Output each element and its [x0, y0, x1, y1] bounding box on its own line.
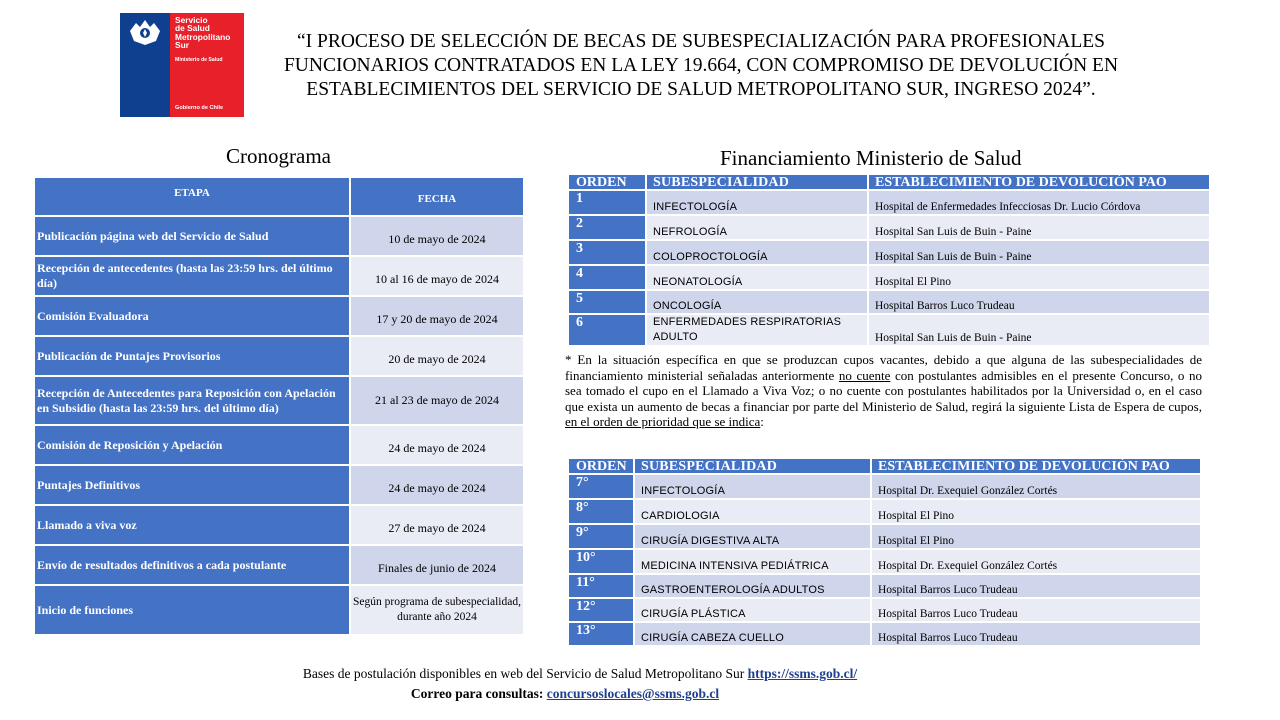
fecha-cell: 10 al 16 de mayo de 2024 — [350, 256, 524, 296]
title-line: “I PROCESO DE SELECCIÓN DE BECAS DE SUBESPECIALIZACIÓN PARA PROFESIONALES — [296, 31, 1106, 52]
orden-cell: 2 — [568, 215, 646, 240]
establecimiento-cell: Hospital Barros Luco Trudeau — [871, 622, 1201, 646]
table-header-row — [568, 458, 1201, 474]
logo-red-panel — [170, 13, 244, 117]
fecha-cell: 17 y 20 de mayo de 2024 — [350, 296, 524, 336]
establecimiento-cell: Hospital Dr. Exequiel González Cortés — [871, 549, 1201, 574]
orden-cell: 8° — [568, 499, 634, 524]
etapa-cell: Inicio de funciones — [34, 585, 350, 635]
fecha-cell: 24 de mayo de 2024 — [350, 465, 524, 505]
establecimiento-cell: Hospital Dr. Exequiel González Cortés — [871, 474, 1201, 499]
etapa-cell: Comisión de Reposición y Apelación — [34, 425, 350, 465]
table-row — [34, 336, 524, 376]
etapa-cell: Llamado a viva voz — [34, 505, 350, 545]
table-row — [568, 499, 1201, 524]
orden-cell: 4 — [568, 265, 646, 290]
fecha-cell: 20 de mayo de 2024 — [350, 336, 524, 376]
subespecialidad-header: SUBESPECIALIDAD — [634, 458, 871, 474]
subespecialidad-cell: INFECTOLOGÍA — [634, 474, 871, 499]
fecha-cell: 21 al 23 de mayo de 2024 — [350, 376, 524, 425]
waitlist-note — [565, 352, 1202, 430]
bases-link[interactable]: https://ssms.gob.cl/ — [747, 666, 858, 681]
orden-cell: 3 — [568, 240, 646, 265]
bases-text: Bases de postulación disponibles en web del Servicio de Salud Metropolitano Sur — [302, 666, 748, 681]
title-line: ESTABLECIMIENTOS DEL SERVICIO DE SALUD METROPOLITANO SUR, INGRESO 2024”. — [306, 79, 1096, 100]
etapa-cell: Envío de resultados definitivos a cada postulante — [34, 545, 350, 585]
note-underline: en el orden de prioridad que se indica — [565, 414, 761, 430]
subespecialidad-cell: CARDIOLOGIA — [634, 499, 871, 524]
orden-cell: 10° — [568, 549, 634, 574]
table-row — [34, 296, 524, 336]
waitlist-table — [568, 458, 1201, 646]
table-row — [34, 216, 524, 256]
footer-line-correo — [0, 684, 1160, 704]
establecimiento-cell: Hospital El Pino — [871, 524, 1201, 549]
establecimiento-header: ESTABLECIMIENTO DE DEVOLUCIÓN PAO — [868, 174, 1210, 190]
table-row — [568, 598, 1201, 622]
table-row — [34, 256, 524, 296]
establecimiento-cell: Hospital El Pino — [868, 265, 1210, 290]
orden-cell: 9° — [568, 524, 634, 549]
orden-cell: 1 — [568, 190, 646, 215]
orden-cell: 7° — [568, 474, 634, 499]
financiamiento-heading: Financiamiento Ministerio de Salud — [720, 146, 1022, 170]
establecimiento-cell: Hospital de Enfermedades Infecciosas Dr. Lucio Córdova — [868, 190, 1210, 215]
orden-cell: 13° — [568, 622, 634, 646]
table-row — [34, 505, 524, 545]
establecimiento-cell: Hospital San Luis de Buin - Paine — [868, 240, 1210, 265]
coat-of-arms-icon — [126, 17, 164, 47]
table-row — [34, 545, 524, 585]
establecimiento-cell: Hospital San Luis de Buin - Paine — [868, 314, 1210, 346]
financiamiento-table — [568, 174, 1210, 346]
establecimiento-cell: Hospital Barros Luco Trudeau — [868, 290, 1210, 314]
subespecialidad-cell: ENFERMEDADES RESPIRATORIAS ADULTO — [646, 314, 868, 346]
etapa-cell: Recepción de antecedentes (hasta las 23:59 hrs. del último día) — [34, 256, 350, 296]
etapa-cell: Puntajes Definitivos — [34, 465, 350, 505]
fecha-cell: Según programa de subespecialidad, durante año 2024 — [350, 585, 524, 635]
footer-line-bases — [0, 664, 1160, 684]
subespecialidad-cell: NEONATOLOGÍA — [646, 265, 868, 290]
table-row — [568, 622, 1201, 646]
logo-org-name: Servicio de Salud Metropolitano Sur — [175, 15, 231, 51]
table-row — [34, 425, 524, 465]
cronograma-table — [34, 177, 524, 635]
note-text: * En la situación específica en que se produzcan cupos vacantes, debido a que alguna de las subespecialidades de financiamiento ministerial señaladas anteriormente — [565, 352, 1202, 383]
etapa-cell: Publicación de Puntajes Provisorios — [34, 336, 350, 376]
subespecialidad-cell: CIRUGÍA PLÁSTICA — [634, 598, 871, 622]
orden-cell: 5 — [568, 290, 646, 314]
table-row — [568, 240, 1210, 265]
subespecialidad-cell: NEFROLOGÍA — [646, 215, 868, 240]
fecha-cell: Finales de junio de 2024 — [350, 545, 524, 585]
establecimiento-cell: Hospital Barros Luco Trudeau — [871, 598, 1201, 622]
fecha-cell: 27 de mayo de 2024 — [350, 505, 524, 545]
etapa-cell: Recepción de Antecedentes para Reposición con Apelación en Subsidio (hasta las 23:59 hrs. del último día) — [34, 376, 350, 425]
table-header-row — [568, 174, 1210, 190]
establecimiento-cell: Hospital San Luis de Buin - Paine — [868, 215, 1210, 240]
note-text: : — [760, 414, 764, 430]
subespecialidad-cell: GASTROENTEROLOGÍA ADULTOS — [634, 574, 871, 598]
orden-header: ORDEN — [568, 458, 634, 474]
subespecialidad-cell: COLOPROCTOLOGÍA — [646, 240, 868, 265]
table-row — [34, 376, 524, 425]
subespecialidad-cell: CIRUGÍA CABEZA CUELLO — [634, 622, 871, 646]
etapa-cell: Publicación página web del Servicio de Salud — [34, 216, 350, 256]
fecha-cell: 10 de mayo de 2024 — [350, 216, 524, 256]
subespecialidad-cell: MEDICINA INTENSIVA PEDIÁTRICA — [634, 549, 871, 574]
table-row — [568, 549, 1201, 574]
etapa-cell: Comisión Evaluadora — [34, 296, 350, 336]
establecimiento-cell: Hospital Barros Luco Trudeau — [871, 574, 1201, 598]
etapa-header: ETAPA — [34, 177, 350, 216]
fecha-cell: 24 de mayo de 2024 — [350, 425, 524, 465]
establecimiento-cell: Hospital El Pino — [871, 499, 1201, 524]
orden-cell: 12° — [568, 598, 634, 622]
table-row — [568, 190, 1210, 215]
logo-government: Gobierno de Chile — [175, 105, 224, 111]
table-row — [568, 265, 1210, 290]
subespecialidad-cell: ONCOLOGÍA — [646, 290, 868, 314]
ssms-logo — [120, 13, 244, 117]
note-text: con postulantes admisibles en el presente Concurso, o no sea tomado el cupo en el Llamado a Viva Voz; o no cuente con postulantes habilitados por la Universidad o, en el caso que exista un aumento de becas a financiar por parte del Ministerio de Salud, regirá la siguiente Lista de Espera de cupos, — [565, 367, 1202, 414]
subespecialidad-cell: INFECTOLOGÍA — [646, 190, 868, 215]
logo-ministry: Ministerio de Salud — [175, 57, 223, 63]
orden-cell: 11° — [568, 574, 634, 598]
correo-link[interactable]: concursoslocales@ssms.gob.cl — [546, 686, 720, 701]
table-row — [568, 215, 1210, 240]
correo-label: Correo para consultas: — [410, 686, 547, 701]
orden-header: ORDEN — [568, 174, 646, 190]
table-header-row — [34, 177, 524, 216]
subespecialidad-cell: CIRUGÍA DIGESTIVA ALTA — [634, 524, 871, 549]
subespecialidad-header: SUBESPECIALIDAD — [646, 174, 868, 190]
table-row — [568, 314, 1210, 346]
footer — [0, 664, 1160, 704]
table-row — [568, 524, 1201, 549]
cronograma-heading: Cronograma — [226, 144, 331, 168]
table-row — [34, 465, 524, 505]
table-row — [568, 574, 1201, 598]
table-row — [568, 474, 1201, 499]
table-row — [34, 585, 524, 635]
establecimiento-header: ESTABLECIMIENTO DE DEVOLUCIÓN PAO — [871, 458, 1201, 474]
table-row — [568, 290, 1210, 314]
document-title — [270, 30, 1132, 102]
note-underline: no cuente — [838, 367, 891, 383]
logo-blue-panel — [120, 13, 170, 117]
orden-cell: 6 — [568, 314, 646, 346]
title-line: FUNCIONARIOS CONTRATADOS EN LA LEY 19.664, CON COMPROMISO DE DEVOLUCIÓN EN — [283, 55, 1119, 76]
fecha-header: FECHA — [350, 177, 524, 216]
